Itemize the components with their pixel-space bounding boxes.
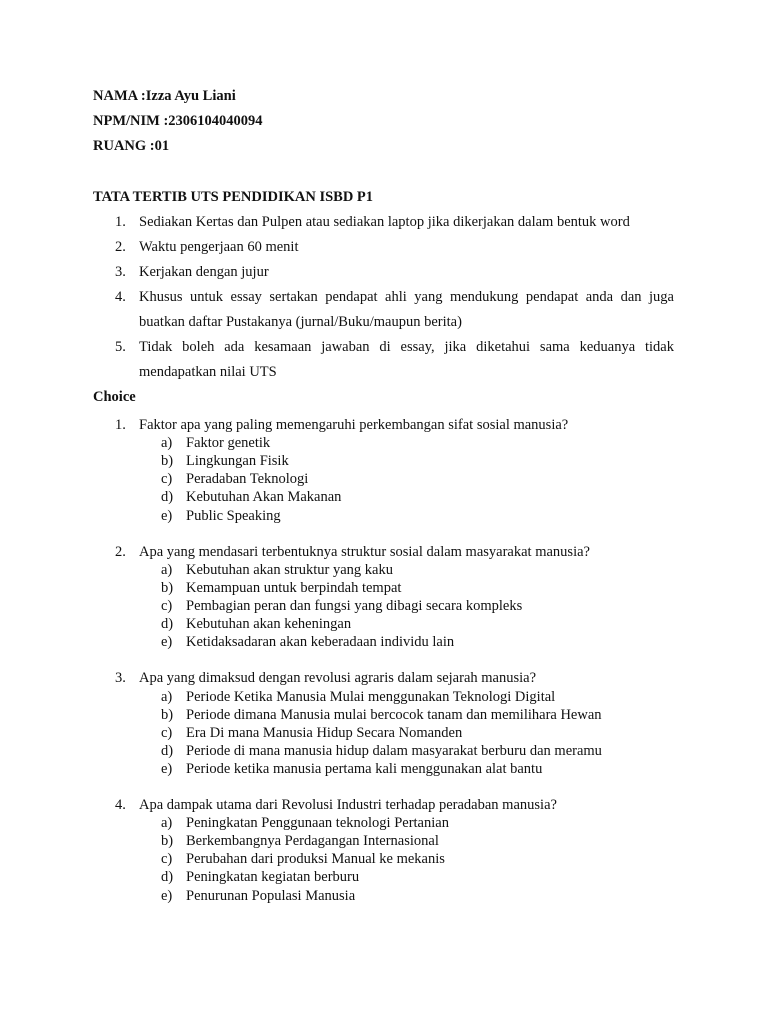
option-text: Pembagian peran dan fungsi yang dibagi secara kompleks	[186, 598, 523, 614]
option-text: Peningkatan Penggunaan teknologi Pertanian	[186, 815, 449, 831]
student-room: RUANG :01	[93, 138, 170, 154]
rule-number: 2.	[115, 239, 126, 255]
option-text: Era Di mana Manusia Hidup Secara Nomanden	[186, 725, 463, 741]
option-letter: b)	[161, 580, 174, 596]
option-letter: a)	[161, 815, 173, 831]
option-letter: a)	[161, 562, 173, 578]
question-text: Faktor apa yang paling memengaruhi perkembangan sifat sosial manusia?	[139, 417, 569, 433]
option-letter: c)	[161, 471, 173, 487]
rule-text-continued: buatkan daftar Pustakanya (jurnal/Buku/maupun berita)	[139, 314, 462, 330]
option-letter: d)	[161, 743, 174, 759]
option-text: Periode ketika manusia pertama kali menggunakan alat bantu	[186, 761, 543, 777]
option-text: Kebutuhan Akan Makanan	[186, 489, 342, 505]
option-text: Lingkungan Fisik	[186, 453, 289, 469]
option-text: Faktor genetik	[186, 435, 271, 451]
option-text: Peradaban Teknologi	[186, 471, 309, 487]
rule-text: Waktu pengerjaan 60 menit	[139, 239, 299, 255]
option-text: Peningkatan kegiatan berburu	[186, 869, 360, 885]
choice-section-label: Choice	[93, 389, 136, 405]
student-name: NAMA :Izza Ayu Liani	[93, 88, 236, 104]
question-number: 2.	[115, 544, 126, 560]
option-text: Periode dimana Manusia mulai bercocok tanam dan memilihara Hewan	[186, 707, 602, 723]
rule-text-continued: mendapatkan nilai UTS	[139, 364, 277, 380]
option-letter: c)	[161, 725, 173, 741]
option-text: Perubahan dari produksi Manual ke mekanis	[186, 851, 445, 867]
rule-text: Khusus untuk essay sertakan pendapat ahli yang mendukung pendapat anda dan juga	[139, 289, 674, 305]
question-text: Apa yang mendasari terbentuknya struktur sosial dalam masyarakat manusia?	[139, 544, 590, 560]
option-letter: b)	[161, 833, 174, 849]
option-letter: e)	[161, 761, 173, 777]
question-text: Apa yang dimaksud dengan revolusi agraris dalam sejarah manusia?	[139, 670, 537, 686]
question-number: 4.	[115, 797, 126, 813]
rule-number: 1.	[115, 214, 126, 230]
rule-number: 5.	[115, 339, 126, 355]
option-text: Kemampuan untuk berpindah tempat	[186, 580, 402, 596]
option-letter: e)	[161, 508, 173, 524]
option-letter: c)	[161, 851, 173, 867]
option-letter: a)	[161, 689, 173, 705]
rule-text: Kerjakan dengan jujur	[139, 264, 269, 280]
question-number: 1.	[115, 417, 126, 433]
option-letter: d)	[161, 616, 174, 632]
option-letter: b)	[161, 453, 174, 469]
rule-number: 4.	[115, 289, 126, 305]
student-npm: NPM/NIM :2306104040094	[93, 113, 263, 129]
option-letter: d)	[161, 869, 174, 885]
option-text: Berkembangnya Perdagangan Internasional	[186, 833, 439, 849]
rule-number: 3.	[115, 264, 126, 280]
option-text: Public Speaking	[186, 508, 281, 524]
option-text: Ketidaksadaran akan keberadaan individu lain	[186, 634, 455, 650]
question-text: Apa dampak utama dari Revolusi Industri terhadap peradaban manusia?	[139, 797, 557, 813]
option-letter: a)	[161, 435, 173, 451]
option-letter: e)	[161, 888, 173, 904]
option-text: Kebutuhan akan struktur yang kaku	[186, 562, 393, 578]
rule-text: Sediakan Kertas dan Pulpen atau sediakan laptop jika dikerjakan dalam bentuk word	[139, 214, 630, 230]
question-number: 3.	[115, 670, 126, 686]
option-letter: e)	[161, 634, 173, 650]
option-text: Penurunan Populasi Manusia	[186, 888, 356, 904]
option-text: Periode Ketika Manusia Mulai menggunakan Teknologi Digital	[186, 689, 556, 705]
rules-title: TATA TERTIB UTS PENDIDIKAN ISBD P1	[93, 189, 374, 205]
option-text: Kebutuhan akan keheningan	[186, 616, 352, 632]
option-text: Periode di mana manusia hidup dalam masyarakat berburu dan meramu	[186, 743, 602, 759]
option-letter: d)	[161, 489, 174, 505]
rule-text: Tidak boleh ada kesamaan jawaban di essay, jika diketahui sama keduanya tidak	[139, 339, 674, 355]
option-letter: b)	[161, 707, 174, 723]
option-letter: c)	[161, 598, 173, 614]
